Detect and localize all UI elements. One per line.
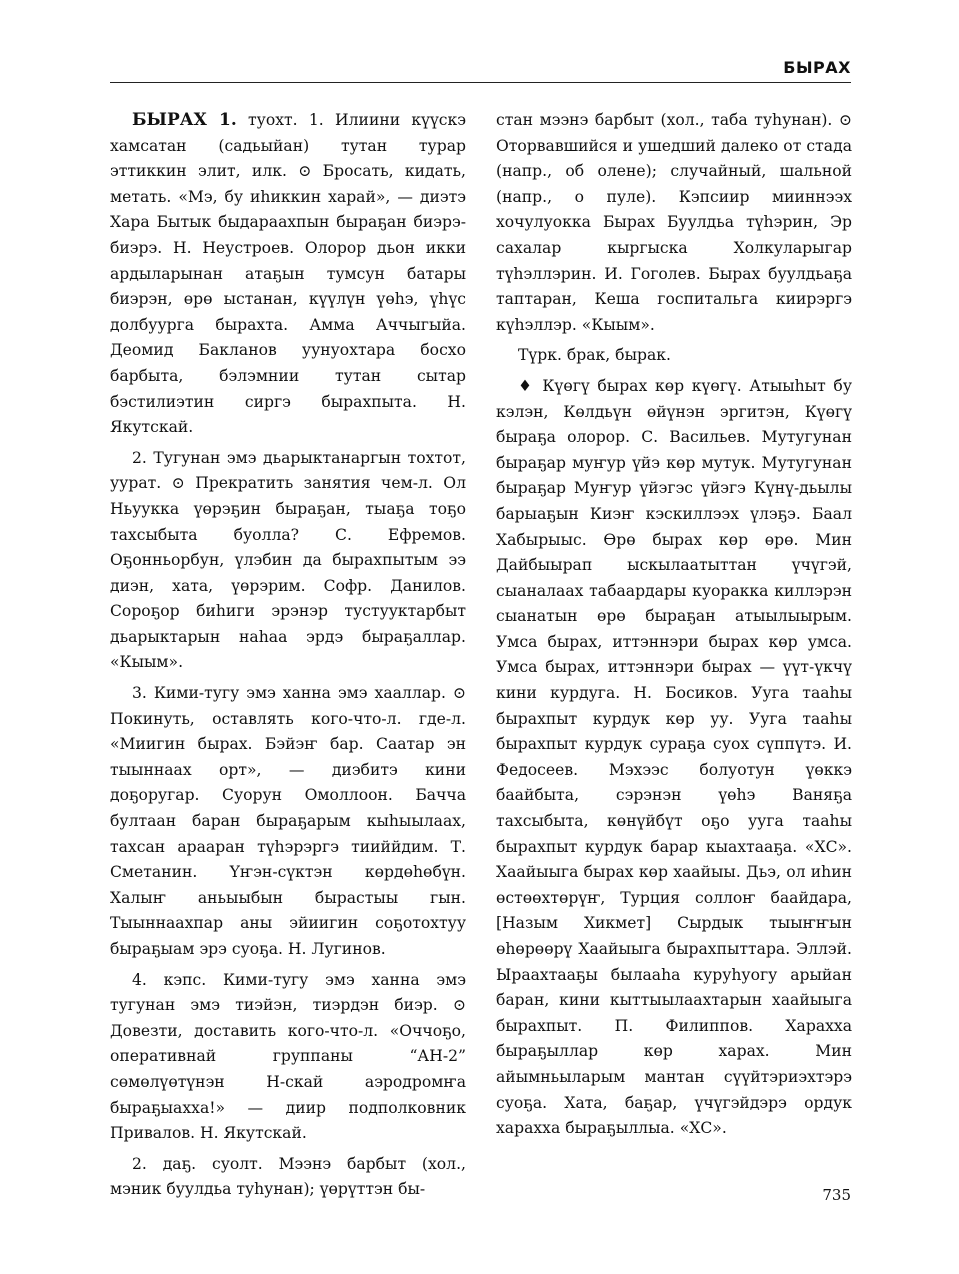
paragraph-text: туохт. 1. Илиини күүскэ хамсатан (садьыйан) тутан турар эттиккин элит, илк. ⊙ Бросать, кидать, метать. «Мэ, бу иhиккин харай», — диэтэ Хара Бытык быдараахпын быраҕан биэрэ-биэрэ. Н. Неустроев. Олорор дьон икки ардыларынан атаҕын тумсун батары биэрэн, өрө ыстанан, күүлүн үөһэ, үһүс долбуурга бырахта. Амма Аччыгыйа. Деомид Бакланов уунуохтара босхо барбыта, бэлэмнии тутан сытар бэстилиэтин сиргэ бырахпыта. Н. Якутскай. bbox=[110, 111, 466, 437]
entry-paragraph bbox=[110, 108, 466, 441]
phraseology-paragraph: ♦ Күөгү бырах көр күөгү. Атыыhыт бу кэлэн, Көлдьүн өйүнэн эргитэн, Күөгү быраҕа олорор. С. Васильев. Мутугунан быраҕар муҥур үйэ көр мутук. Мутугунан быраҕар Муҥур үйэгэс үйэгэ Күнү-дьылы барыаҕын Киэҥ кэскиллээх үлэҕэ. Баал Хабырыыс. Өрө бырах көр өрө. Мин Дайбыырап ыскылаатыттан үчүгэй, сыаналаах табаардары куоракка киллэрэн сыанатын өрө быраҕан атыылыырым. Умса бырах, иттэннэри бырах көр умса. Умса бырах, иттэннэри бырах — үүт-үкчү кини курдуга. Н. Босиков. Ууга тааhы бырахпыт курдук көр уу. Ууга тааhы бырахпыт курдук сураҕа суох сүппүтэ. И. Федосеев. Мэхээс болуотун үөккэ баайбыта, сэрэнэн үөhэ Ваняҕа тахсыбыта, көнүйбүт оҕо ууга тааhы бырахпыт курдук барар кыахтааҕа. «ХС». Хаайыыга бырах көр хаайыы. Дьэ, ол иhин өстөөхтөрүҥ, Турция соллоҥ баайдара, [Назым Хикмет] Сырдык тыыҥҥын өhөрөөрү Хаайыыга бырахпыттара. Эллэй. Ыраахтааҕы былааhа куруhуогу арыйан баран, кини кыттыылаахтарын хаайыыга бырахпыт. П. Филиппов. Харахха быраҕыллар көр харах. Мин айымньыларым мантан сүүйтэриэхтэрэ суоҕа. Хата, баҕар, үчүгэйдэрэ ордук харахха быраҕыллыа. «ХС». bbox=[496, 376, 852, 1138]
etymology-paragraph: Түрк. брак, бырак. bbox=[518, 346, 671, 365]
entry-paragraph: 2. даҕ. суолт. Мээнэ барбыт (хол., мэник буулдьа туhунан); үөрүттэн бы- bbox=[110, 1154, 466, 1199]
entry-paragraph: 4. кэпс. Кими-тугу эмэ ханна эмэ тугунан эмэ тиэйэн, тиэрдэн биэр. ⊙ Довезти, доставить кого-что-л. «Оччоҕо, оперативнай группаны “АН-2” сөмөлүөтүнэн Н-скай аэродромҥа быраҕыахха!» — диир подполковник Привалов. Н. Якутскай. bbox=[110, 970, 466, 1143]
headword: БЫРАХ 1. bbox=[132, 110, 237, 130]
entry-paragraph: 2. Тугунан эмэ дьарыктанаргын тохтот, уурат. ⊙ Прекратить занятия чем-л. Ол Ньуукка үөрэҕин быраҕан, тыаҕа тоҕо тахсыбыта буолла? С. Ефремов. Оҕонньорбун, үлэбин да бырахпытым ээ диэн, хата, үөрэрим. Софр. Данилов. Сороҕор биhиги эрэнэр тустууктарбыт дьарыктарын наhаа эрдэ быраҕаллар. «Кыым». bbox=[110, 448, 466, 672]
left-column bbox=[110, 108, 466, 1208]
entry-paragraph: стан мээнэ барбыт (хол., таба туhунан). ⊙ Оторвавшийся и ушедший далеко от стада (напр., об олене); случайный, шальной (напр., о пуле). Кэпсиир мииннээх хочулуокка Бырах Буулдьа түhэрин, Эр сахалар кыргыска Холкуларыгар түhэллэрин. И. Гоголев. Бырах буулдьаҕа таптаран, Кеша госпитальга киирэргэ күhэллэр. «Кыым». bbox=[496, 111, 852, 334]
running-header bbox=[110, 56, 851, 83]
entry-paragraph: 3. Кими-тугу эмэ ханна эмэ хааллар. ⊙ Покинуть, оставлять кого-что-л. где-л. «Миигин бырах. Бэйэҥ бар. Саатар эн тыыннаах орт», — диэбитэ кини доҕоругар. Суорун Омоллоон. Бачча бултаан баран быраҕарым кыhыылаах, тахсан араарaн түhэрэргэ тииййдим. Т. Сметанин. Үҥэн-сүктэн көрдөhөбүн. Халыҥ аньыыбын бырастыы гын. Тыыннаахпар аны эйиигин соҕотохтуу быраҕыам эрэ суоҕа. Н. Лугинов. bbox=[110, 684, 466, 958]
running-title: БЫРАХ bbox=[783, 58, 851, 77]
right-column bbox=[496, 108, 852, 1147]
page-number: 735 bbox=[822, 1186, 851, 1204]
